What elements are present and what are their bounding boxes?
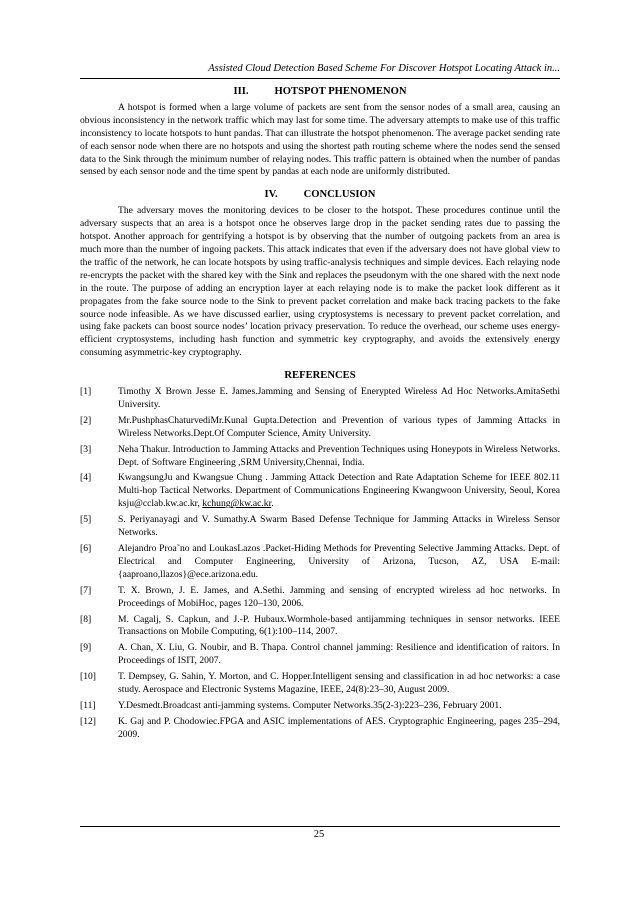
reference-item xyxy=(80,585,560,611)
hotspot-paragraph: A hotspot is formed when a large volume of packets are sent from the sensor nodes of a small area, causing an obvious inconsistency in the network traffic which may last for some time. The adversary attempts to make use of this traffic inconsistency to locate hotspots to hunt pandas. That can illustrate the hotspot phenomenon. The average packet sending rate of each sensor node when there are no hotspots and using the shortest path routing scheme where the nodes send the sensed data to the Sink through the minimum number of relaying nodes. This traffic pattern is obtained when the number of pandas sensed by each sensor node and the time spent by pandas at each node are uniformly distributed. xyxy=(80,101,560,178)
email-link[interactable]: kchung@kw.ac.kr xyxy=(202,498,272,510)
conclusion-paragraph: The adversary moves the monitoring devices to be closer to the hotspot. These procedures continue until the adversary suspects that an area is a hotspot once he observes large drop in the packet sending rates due to passing the hotspot. Another approach for gentrifying a hotspot is by observing that the number of outgoing packets from an area is much more than the number of ingoing packets. This attack indicates that even if the adversary does not have global view to the traffic of the network, he can locate hotspots by using traffic-analysis techniques and simple devices. Each relaying node re-encrypts the packet with the shared key with the Sink and replaces the pseudonym with the one shared with the next node in the route. The purpose of adding an encryption layer at each relaying node is to make the packet look different as it propagates from the fake source node to the Sink to prevent packet correlation and make back tracing packets to the fake source node infeasible. As we have discussed earlier, using cryptosystems is necessary to prevent packet correlation, and using fake packets can boost source nodes’ location privacy preservation. To reduce the overhead, our scheme uses energy-efficient cryptosystems, including hash function and symmetric key cryptography, and avoids the extensively energy consuming asymmetric-key cryptography. xyxy=(80,205,560,359)
reference-text: M. Cagalj, S. Capkun, and J.-P. Hubaux.Wormhole-based antijamming techniques in sensor networks. IEEE Transactions on Mobile Computing, 6(1):100–114, 2007. xyxy=(118,613,560,638)
reference-number: [10] xyxy=(80,671,96,683)
section-title: HOTSPOT PHENOMENON xyxy=(274,86,407,97)
reference-item xyxy=(80,514,560,540)
reference-item xyxy=(80,671,560,697)
reference-item xyxy=(80,472,560,511)
reference-text: S. Periyanayagi and V. Sumathy.A Swarm Based Defense Technique for Jamming Attacks in Wireless Sensor Networks. xyxy=(118,514,560,539)
reference-list xyxy=(80,386,560,742)
reference-number: [2] xyxy=(80,414,92,426)
reference-item xyxy=(80,716,560,742)
reference-text-part: KwangsungJu and Kwangsue Chung . Jamming Attack Detection and Rate Adaptation Scheme for IEEE 802.11 Multi-hop Tactical Networks. Department of Communications Engineering Kwangwoon University, Seoul, Korea ksju@cclab.kw.ac.kr, xyxy=(118,472,560,510)
reference-number: [12] xyxy=(80,715,96,727)
reference-item xyxy=(80,415,560,441)
reference-number: [3] xyxy=(80,443,92,455)
reference-text: Alejandro Proa˜no and LoukasLazos .Packet-Hiding Methods for Preventing Selective Jamming Attacks. Dept. of Electrical and Computer Engineering, University of Arizona, Tucson, AZ, USA E-mail:{aaproano,llazos}@ece.arizona.edu. xyxy=(118,543,560,580)
reference-number: [6] xyxy=(80,543,92,554)
reference-text: Timothy X Brown Jesse E. James.Jamming and Sensing of Enerypted Wireless Ad Hoc Networks.AmitaSethi University. xyxy=(118,386,560,410)
section-heading-hotspot xyxy=(80,86,560,99)
reference-number: [9] xyxy=(80,642,92,654)
reference-number: [11] xyxy=(80,699,96,711)
reference-text: Mr.PushphasChaturvediMr.Kunal Gupta.Detection and Prevention of various types of Jamming Attacks in Wireless Networks.Dept.Of Computer Science, Amity University. xyxy=(118,414,560,439)
section-heading-conclusion xyxy=(80,189,560,202)
page-content xyxy=(80,86,560,745)
reference-text: Y.Desmedt.Broadcast anti-jamming systems. Computer Networks.35(2-3):223–236, February 2001. xyxy=(118,699,502,711)
reference-item xyxy=(80,700,560,713)
reference-number: [4] xyxy=(80,472,92,484)
header-rule xyxy=(80,78,560,79)
running-header: Assisted Cloud Detection Based Scheme For Discover Hotspot Locating Attack in... xyxy=(208,63,560,74)
reference-number: [5] xyxy=(80,514,92,526)
reference-item xyxy=(80,614,560,640)
reference-text xyxy=(118,472,560,511)
footer-rule xyxy=(80,826,560,827)
reference-text: Neha Thakur. Introduction to Jamming Attacks and Prevention Techniques using Honeypots in Wireless Networks. Dept. of Software Engineering ,SRM University,Chennai, India. xyxy=(118,443,560,468)
page-number: 25 xyxy=(313,829,325,840)
reference-text: T. X. Brown, J. E. James, and A.Sethi. Jamming and sensing of encrypted wireless ad hoc networks. In Proceedings of MobiHoc, pages 120–130, 2006. xyxy=(118,584,560,609)
reference-number: [8] xyxy=(80,613,92,625)
reference-text: A. Chan, X. Liu, G. Noubir, and B. Thapa. Control channel jamming: Resilience and identification of raitors. In Proceedings of ISIT, 2007. xyxy=(118,642,560,667)
reference-text-part: . xyxy=(271,498,274,510)
reference-item xyxy=(80,444,560,470)
section-number: III. xyxy=(233,86,249,97)
reference-number: [1] xyxy=(80,386,92,398)
section-title: CONCLUSION xyxy=(303,189,376,201)
reference-item xyxy=(80,386,560,412)
section-number: IV. xyxy=(264,189,278,201)
reference-text: K. Gaj and P. Chodowiec.FPGA and ASIC implementations of AES. Cryptographic Engineering, pages 235–294, 2009. xyxy=(118,715,560,740)
reference-item xyxy=(80,543,560,582)
references-heading: REFERENCES xyxy=(284,370,356,382)
reference-number: [7] xyxy=(80,584,92,596)
reference-text: T. Dempsey, G. Sahin, Y. Morton, and C. Hopper.Intelligent sensing and classification in ad hoc networks: a case study. Aerospace and Electronic Systems Magazine, IEEE, 24(8):23–30, August 2009. xyxy=(118,671,560,696)
reference-item xyxy=(80,642,560,668)
